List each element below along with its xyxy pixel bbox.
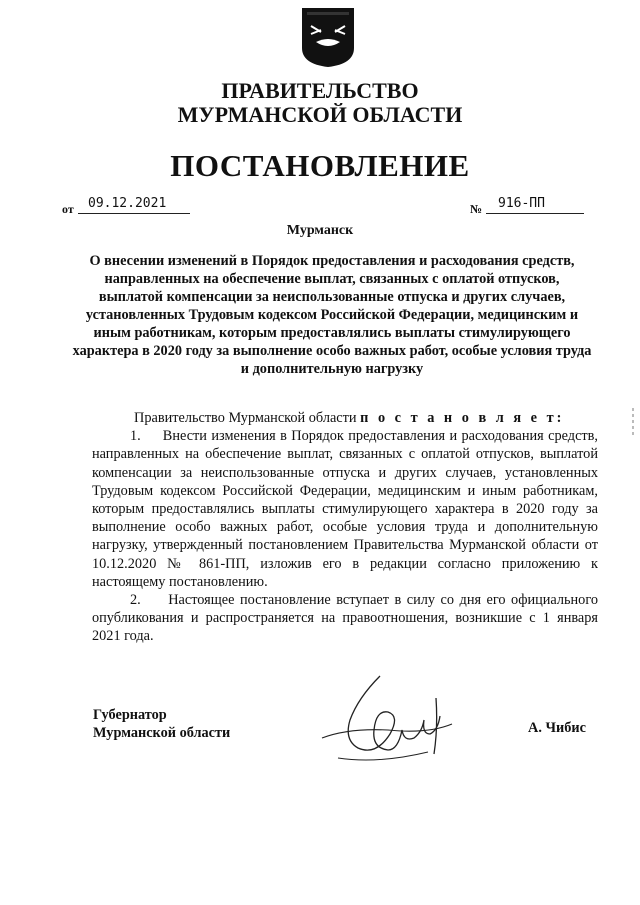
date-prefix: от	[62, 202, 74, 216]
document-body	[92, 409, 598, 646]
body-item-2: 2. Настоящее постановление вступает в силу со дня его официального опубликования и распространяется на правоотношения, возникшие с 1 января 2021 года.	[92, 592, 598, 645]
government-title-line2: МУРМАНСКОЙ ОБЛАСТИ	[177, 102, 463, 127]
preamble-text: Правительство Мурманской области	[134, 410, 357, 426]
coat-of-arms-emblem	[299, 6, 357, 68]
document-number: 916-ПП	[486, 196, 584, 214]
preamble-verb: п о с т а н о в л я е т:	[360, 410, 565, 426]
signatory-position	[93, 706, 230, 742]
signatory-position-line1: Губернатор	[93, 707, 167, 723]
signatory-position-line2: Мурманской области	[93, 725, 231, 741]
document-type-title: ПОСТАНОВЛЕНИЕ	[170, 148, 470, 183]
government-title-line1: ПРАВИТЕЛЬСТВО	[221, 78, 419, 103]
preamble	[92, 409, 598, 427]
number-prefix: №	[470, 202, 483, 216]
city-name: Мурманск	[286, 223, 354, 238]
handwritten-signature	[318, 668, 458, 778]
document-subject: О внесении изменений в Порядок предоставления и расходования средств, направленных на обеспечение выплат, связанных с оплатой отпусков, выплатой компенсации за неиспользованные отпуска и других случаев, установленных Трудовым кодексом Российской Федерации, медицинским и иным работникам, которым предоставлялись выплаты стимулирующего характера в 2020 году за выполнение особо важных работ, особые условия труда и дополнительную нагрузку	[72, 253, 592, 377]
document-date: 09.12.2021	[78, 196, 190, 214]
body-item-1: 1. Внести изменения в Порядок предоставления и расходования средств, направленных на обеспечение выплат, связанных с оплатой отпусков, выплатой компенсации за неиспользованные отпуска и других случаев, установленных Трудовым кодексом Российской Федерации, медицинским и иным работникам, которым предоставлялись выплаты стимулирующего характера в 2020 году за выполнение особо важных работ, особые условия труда и дополнительную нагрузку, утвержденный постановлением Правительства Мурманской области от 10.12.2020 № 861-ПП, изложив его в редакции согласно приложению к настоящему постановлению.	[92, 428, 598, 590]
signer-name: А. Чибис	[528, 720, 586, 736]
margin-mark	[630, 408, 636, 436]
